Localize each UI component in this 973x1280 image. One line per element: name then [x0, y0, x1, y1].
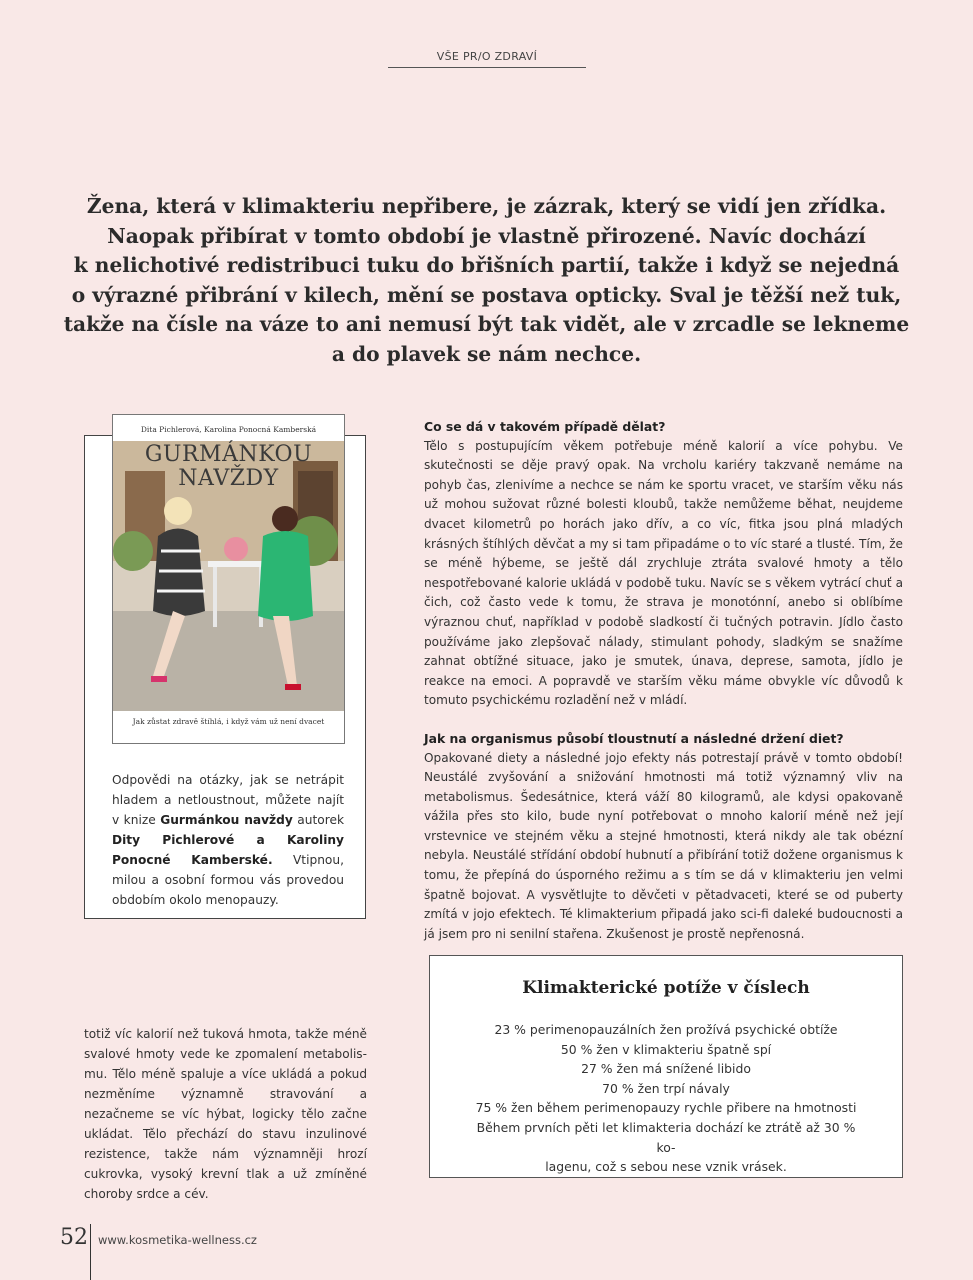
stat-item: 70 % žen trpí návaly — [602, 1080, 730, 1096]
footer-divider — [90, 1224, 91, 1280]
lead-line: o výrazné přibrání v kilech, mění se postava opticky. Sval je těžší než tuk, — [71, 282, 902, 307]
authors-bold: Dity Pichlerové a Karoliny Ponocné Kamberské. — [112, 833, 344, 867]
cover-authors: Dita Pichlerová, Karolina Ponocná Kamberská — [140, 425, 317, 434]
stat-item: 27 % žen má snížené libido — [581, 1061, 751, 1077]
book-title-bold: Gurmánkou navždy — [160, 813, 293, 827]
article-paragraph: Tělo s postupujícím věkem potřebuje méně kalorií a více pohybu. Ve skutečnosti se děje pravý opak. Na vrcholu kariéry takzvaně nemáme na pohyb čas, zlenivíme a nechce se nám ke sportu vracet, ve starším věku nás už mohou sužovat různé bolesti kloubů, takže nemůžeme běhat, neujdeme dvacet kilometrů po horách jako dřív, a co víc, fitka jsou plná mladých krásných štíhlých děvčat a my si tam připadáme o to víc staré a tlusté. Tím, že se méně hýbeme, se ještě dál zrychluje ztráta svalové hmoty a tělo nespotřebované kalorie ukládá v podobě tuku. Navíc se s věkem vytrácí chuť a čich, což často vede k tomu, že strava je monotónní, anebo si oblíbíme výraznou chuť, například v podobě sladkostí či tučných potravin. Jídlo často používáme jako zlepšovač nálady, stimulant pohody, sladkým se snažíme zahnat obtížné situace, jako je smutek, únava, deprese, samota, jídlo je reakce na emoci. A popravdě ve starším věku máme obvykle víc důvodů k tomuto psychickému rozladění než v mládí. — [424, 438, 903, 708]
caption-text: Odpovědi na otázky, jak se netrápit hladem a netloustnout, můžete najít v knize — [112, 773, 344, 827]
page-number: 52 — [60, 1225, 88, 1250]
footer-url: www.kosmetika-wellness.cz — [98, 1233, 257, 1247]
stat-item: 50 % žen v klimakteriu špatně spí — [560, 1041, 772, 1057]
caption-text: autorek — [292, 813, 345, 827]
cover-title-line: NAVŽDY — [178, 466, 279, 491]
stats-list — [470, 1020, 862, 1177]
stat-item: 75 % žen během perimenopauzy rychle přibere na hmotnosti — [475, 1100, 857, 1116]
lead-line: Naopak přibírat v tomto období je vlastně přirozené. Navíc dochází — [107, 223, 866, 248]
section-label: VŠE PR/O ZDRAVÍ — [388, 50, 586, 68]
caption-text: Vtipnou, milou a osobní formou vás provedou obdobím okolo menopauzy. — [112, 853, 344, 907]
stats-box — [429, 955, 903, 1178]
section-heading: Jak na organismus působí tloustnutí a následné držení diet? — [424, 730, 844, 746]
article-continuation: totiž víc kalorií než tuková hmota, takže méně svalové hmoty vede ke zpomalení metabolismu. Tělo méně spaluje a více ukládá a pokud nezměníme významně stravování a nezačneme se víc hýbat, logicky tělo začne ukládat. Tělo přechází do stavu inzulinové rezistence, takže nám významněji hrozí cukrovka, vysoký krevní tlak a už zmíněné choroby srdce a cév. — [84, 1027, 367, 1201]
stat-item: Během prvních pěti let klimakteria dochází ke ztrátě až 30 % ko- — [476, 1119, 856, 1155]
lead-line: Žena, která v klimakteriu nepřibere, je zázrak, který se vidí jen zřídka. — [86, 194, 887, 218]
book-caption — [112, 770, 344, 910]
lead-paragraph — [60, 192, 913, 370]
cover-title-line: GURMÁNKOU — [144, 442, 313, 467]
stat-item: lagenu, což s sebou nese vznik vrásek. — [545, 1159, 787, 1175]
cover-title — [113, 443, 344, 491]
article-column — [424, 417, 903, 944]
stat-item: 23 % perimenopauzálních žen prožívá psychické obtíže — [494, 1022, 838, 1037]
cover-tagline: Jak zůstat zdravě štíhlá, i když vám už není dvacet — [132, 717, 325, 726]
lead-line: takže na čísle na váze to ani nemusí být tak vidět, ale v zrcadle se lekneme — [63, 312, 910, 337]
section-heading: Co se dá v takovém případě dělat? — [424, 419, 666, 434]
book-cover — [112, 414, 345, 744]
article-paragraph: Opakované diety a následné jojo efekty nás potrestají právě v tomto období! Neustálé zvyšování a snižování hmotnosti má totiž významný vliv na metabolismus. Šedesátnice, která váží 80 kilogramů, ale kdysi opakovaně vážila přes sto kilo, bude nyní potřebovat o mnoho kalorií méně než její vrstevnice ve stejném věku a stejné hmotnosti, která nikdy ale tak obézní nebyla. Neustálé střídání období hubnutí a přibírání totiž dožene organismus k tomu, že přepíná do úsporného režimu a s tím se dá v klimakteriu jen velmi špatně bojovat. A vysvětlujte to děvčeti v pětadvaceti, které se od puberty zmítá v jojo efektech. Té klimakterium připadá jako sci-fi daleké budoucnosti a já jsem pro ni senilní stařena. Zkušenost je prostě nepřenosná. — [424, 750, 903, 941]
stats-title: Klimakterické potíže v číslech — [522, 978, 810, 998]
lead-line: k nelichotivé redistribuci tuku do břišních partií, takže i když se nejedná — [73, 253, 900, 278]
lead-line: a do plavek se nám nechce. — [331, 341, 642, 366]
